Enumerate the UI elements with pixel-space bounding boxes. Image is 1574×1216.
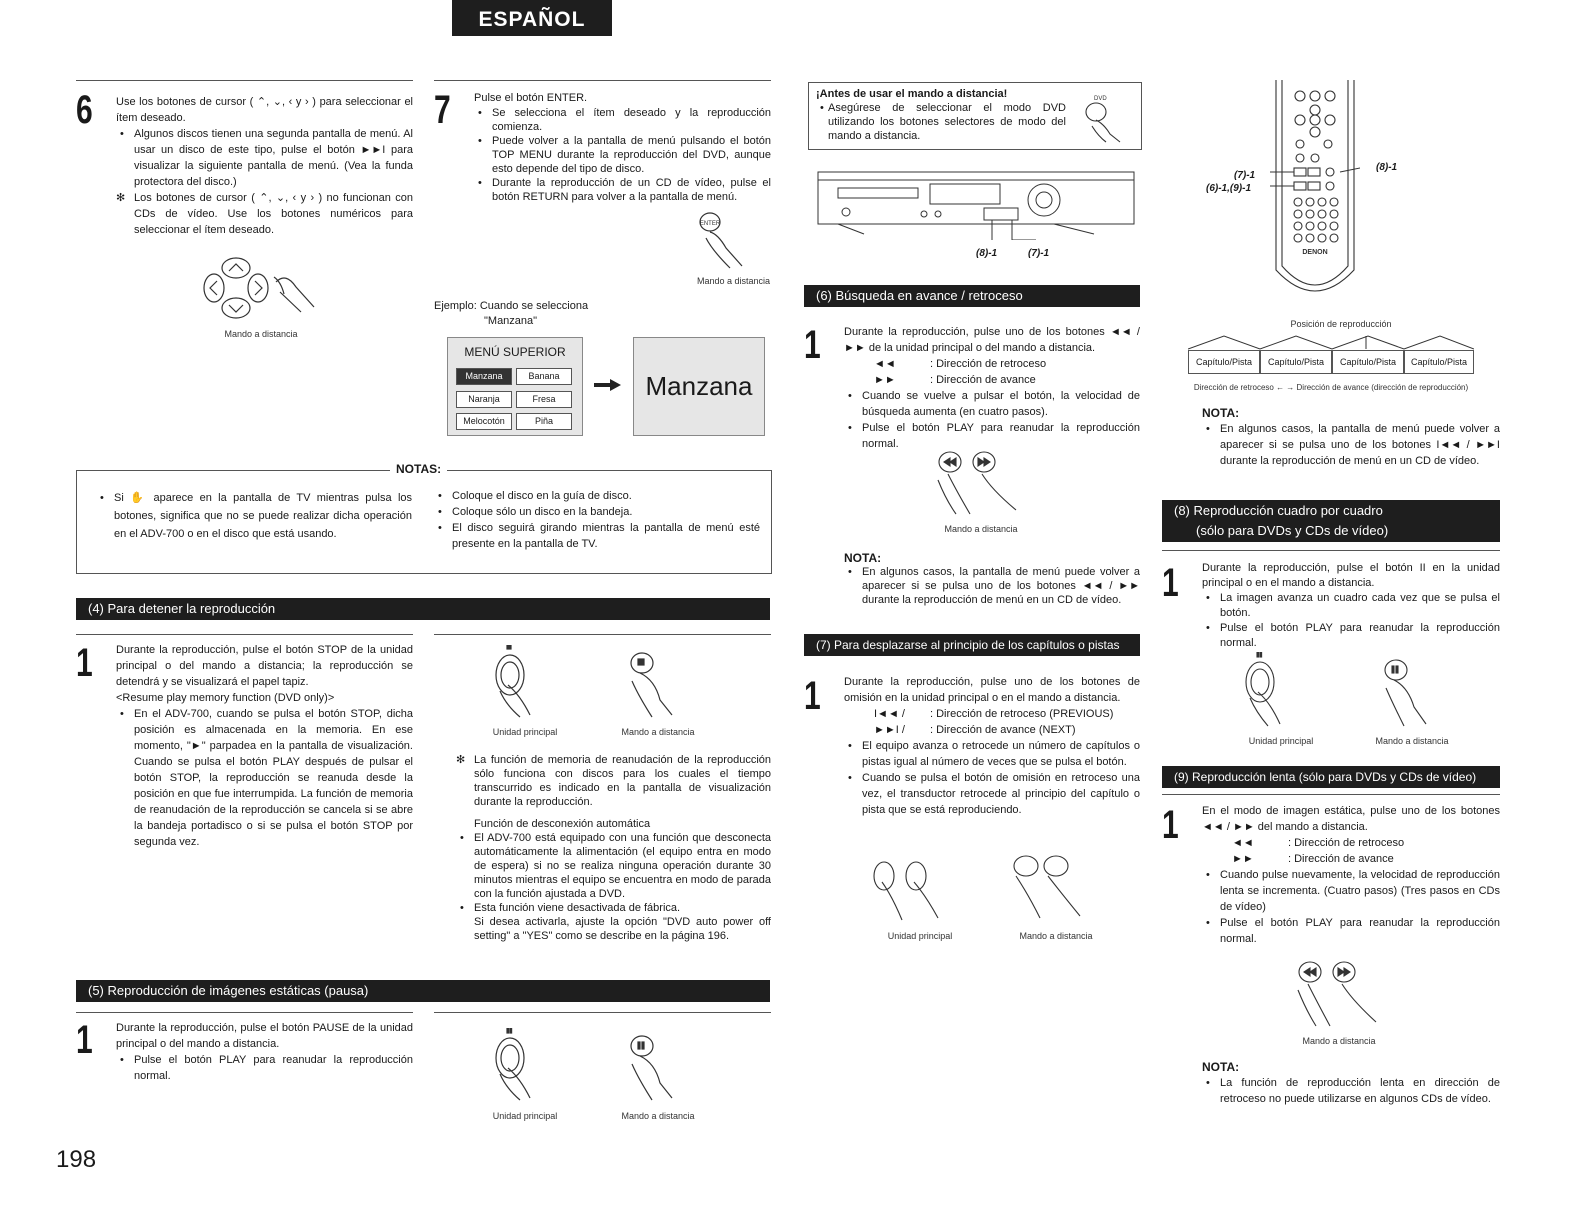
language-tab: ESPAÑOL — [452, 0, 612, 36]
sec4-text — [116, 642, 413, 850]
chapter-nota — [1202, 421, 1500, 469]
enter-label: ENTER — [699, 221, 721, 227]
note-item: • Si ✋ aparece en la pantalla de TV mientras pulsa los botones, significa que no se puede realizar dicha operación en el ADV-700 o en el disco que está usando. — [96, 489, 412, 543]
note-item: • El disco seguirá girando mientras la pantalla de menú esté presente en la pantalla de TV. — [434, 520, 760, 552]
sec6-bullet: • Pulse el botón PLAY para reanudar la reproducción normal. — [844, 420, 1140, 452]
caption: Mando a distancia — [621, 1111, 695, 1121]
sec8-text — [1202, 561, 1500, 651]
remote-label: (8)-1 — [1376, 162, 1398, 173]
sec4-bullet: • En el ADV-700, cuando se pulsa el botón STOP, dicha posición es almacenada en la memoria. En ese momento, "►" parpadea en la pantalla de visualización. Cuando se pulsa el botón PLAY después de pulsar el botón STOP, la reproducción se reanuda desde la posición en que fue interrumpida. La función de memoria de reanudación de la reproducción se cancela si se abre la bandeja portadisco o si se pulsa el botón STOP por segunda vez. — [116, 706, 413, 850]
section-header: (5) Reproducción de imágenes estáticas (pausa) — [76, 980, 770, 1002]
sec5-intro: Durante la reproducción, pulse el botón PAUSE de la unidad principal o del mando a distancia. — [116, 1022, 413, 1050]
divider — [76, 80, 413, 81]
step-number: 1 — [76, 1018, 93, 1062]
caption: Mando a distancia — [621, 727, 695, 737]
slow-buttons-illustration — [1284, 960, 1394, 1030]
sec6-bullet: • Cuando se vuelve a pulsar el botón, la velocidad de búsqueda aumenta (en cuatro pasos). — [844, 388, 1140, 420]
step7-intro: Pulse el botón ENTER. — [474, 92, 588, 104]
rev-text: : Dirección de retroceso — [930, 358, 1047, 370]
main-unit-front-panel — [814, 168, 1138, 240]
sec8-bullet: • Pulse el botón PLAY para reanudar la reproducción normal. — [1202, 621, 1500, 651]
section-header-line: (sólo para DVDs y CDs de vídeo) — [1196, 523, 1389, 538]
divider — [1162, 794, 1500, 795]
section-header: (9) Reproducción lenta (sólo para DVDs y CDs de vídeo) — [1162, 766, 1500, 788]
step-number: 1 — [804, 674, 821, 718]
auto-off-item: Si desea activarla, ajuste la opción "DVD auto power off setting" a "YES" como se describe en la página 196. — [474, 916, 771, 942]
menu-item: Piña — [516, 413, 572, 430]
remote-brand: DENON — [1302, 249, 1328, 256]
dvd-mode-button-illustration — [1078, 90, 1134, 144]
divider — [434, 80, 771, 81]
fwd-symbol: ►► — [1232, 853, 1254, 865]
step6-text — [116, 94, 413, 238]
section-header: (4) Para detener la reproducción — [76, 598, 770, 620]
menu-item: Naranja — [456, 391, 512, 408]
sec9-bullet: • Cuando pulse nuevamente, la velocidad de reproducción lenta se incrementa. (Cuatro pasos) (Tres pasos en CDs de vídeo) — [1202, 867, 1500, 915]
sec5-text — [116, 1020, 413, 1084]
notes-right — [434, 488, 760, 552]
stop-button-illustration — [480, 645, 700, 720]
before-using-title: ¡Antes de usar el mando a distancia! — [816, 88, 1008, 100]
pause-button-illustration — [480, 1028, 700, 1103]
sec4-resume-title: <Resume play memory function (DVD only)> — [116, 692, 335, 704]
caption: Mando a distancia — [1019, 931, 1093, 941]
prev-symbol: I◄◄ / — [874, 708, 905, 720]
caption: Unidad principal — [492, 1111, 558, 1121]
sec8-bullet: • La imagen avanza un cuadro cada vez que se pulsa el botón. — [1202, 591, 1500, 621]
step-number: 1 — [804, 323, 821, 367]
nota-item: • En algunos casos, la pantalla de menú puede volver a aparecer si se pulsa uno de los botones I◄◄ / ►►I durante la reproducción de menú en un CD de vídeo. — [1202, 421, 1500, 469]
search-buttons-illustration — [926, 450, 1036, 518]
frame-advance-illustration — [1236, 652, 1446, 728]
nota-item: • La función de reproducción lenta en dirección de retroceso no puede utilizarse en algunos CDs de vídeo. — [1202, 1075, 1500, 1107]
chapter-cell: Capítulo/Pista — [1260, 350, 1332, 374]
caption: Mando a distancia — [1302, 1036, 1376, 1046]
sec7-text — [844, 674, 1140, 818]
auto-off-title: Función de desconexión automática — [474, 818, 651, 830]
caption: Mando a distancia — [944, 524, 1018, 534]
chapter-cell: Capítulo/Pista — [1332, 350, 1404, 374]
step-number: 6 — [76, 88, 93, 132]
chapter-connectors — [1188, 334, 1474, 350]
before-using-text — [816, 87, 1066, 143]
step6-star-note: ✻ Los botones de cursor ( ⌃, ⌄, ‹ y › ) no funcionan con CDs de vídeo. Use los botones numéricos para seleccionar el ítem deseado. — [116, 190, 413, 238]
divider — [434, 634, 771, 635]
menu-item: Fresa — [516, 391, 572, 408]
chapter-strip — [1188, 350, 1474, 374]
prev-text: : Dirección de retroceso (PREVIOUS) — [930, 708, 1114, 720]
fwd-text: : Dirección de avance — [1288, 853, 1394, 865]
sec7-bullet: • Cuando se pulsa el botón de omisión en retroceso una vez, el transductor retrocede al principio del capítulo o pista que se está reproduciendo. — [844, 770, 1140, 818]
menu-item: Manzana — [456, 368, 512, 385]
rev-text: : Dirección de retroceso — [1288, 837, 1405, 849]
sec8-intro: Durante la reproducción, pulse el botón II en la unidad principal o en el mando a distancia. — [1202, 562, 1500, 589]
nota-title: NOTA: — [844, 551, 882, 565]
note-item: • Coloque el disco en la guía de disco. — [434, 488, 760, 504]
sec6-intro: Durante la reproducción, pulse uno de los botones ◄◄ / ►► de la unidad principal o del mando a distancia. — [844, 326, 1140, 354]
step7-text — [474, 90, 771, 204]
caption: Mando a distancia — [224, 329, 298, 339]
step7-bullet: • Durante la reproducción de un CD de vídeo, pulse el botón RETURN para volver a la pantalla de menú. — [474, 176, 771, 204]
example-label — [434, 299, 674, 329]
caption: Mando a distancia — [696, 276, 770, 286]
chapter-cell: Capítulo/Pista — [1404, 350, 1474, 374]
step6-bullet: • Algunos discos tienen una segunda pantalla de menú. Al usar un disco de este tipo, pulse el botón ►►I para visualizar la siguiente pantalla de menú. (Vea la funda protectora del disco.) — [116, 126, 413, 190]
menu-item: Banana — [516, 368, 572, 385]
step7-bullet: • Se selecciona el ítem deseado y la reproducción comienza. — [474, 106, 771, 134]
rev-symbol: ◄◄ — [874, 358, 896, 370]
menu-title: MENÚ SUPERIOR — [464, 345, 566, 359]
section-header: (6) Búsqueda en avance / retroceso — [804, 285, 1140, 307]
sec5-bullet: • Pulse el botón PLAY para reanudar la reproducción normal. — [116, 1052, 413, 1084]
chapter-cell: Capítulo/Pista — [1188, 350, 1260, 374]
notes-left — [96, 489, 412, 543]
sec6-text — [844, 324, 1140, 452]
divider — [1162, 550, 1500, 551]
example-line2: "Manzana" — [484, 315, 538, 327]
divider — [434, 1012, 771, 1013]
note-item: • Coloque sólo un disco en la bandeja. — [434, 504, 760, 520]
sec9-nota — [1202, 1075, 1500, 1107]
rev-symbol: ◄◄ — [1232, 837, 1254, 849]
playback-position-label: Posición de reproducción — [1290, 319, 1392, 329]
step7-bullet: • Puede volver a la pantalla de menú pulsando el botón TOP MENU durante la reproducción del DVD, aunque esto depende del tipo de disco. — [474, 134, 771, 176]
caption: Unidad principal — [1248, 736, 1314, 746]
notes-title: NOTAS: — [390, 462, 447, 476]
sec9-text — [1202, 803, 1500, 947]
auto-off-item: • Esta función viene desactivada de fábrica. — [456, 901, 771, 915]
skip-buttons-illustration — [866, 846, 1106, 926]
nota-item: • En algunos casos, la pantalla de menú puede volver a aparecer si se pulsa uno de los botones ◄◄ / ►► durante la reproducción de menú en un CD de vídeo. — [844, 565, 1140, 607]
example-line1: Ejemplo: Cuando se selecciona — [434, 300, 589, 312]
section-header-box — [1162, 500, 1500, 542]
divider — [76, 634, 413, 635]
sec4-right-text — [456, 753, 771, 943]
nota-title: NOTA: — [1202, 1060, 1240, 1074]
result-screen: Manzana — [633, 337, 765, 436]
before-using-bullet: • Asegúrese de seleccionar el modo DVD utilizando los botones selectores de modo del mando a distancia. — [816, 101, 1066, 143]
fwd-symbol: ►► — [874, 374, 896, 386]
sec9-intro: En el modo de imagen estática, pulse uno de los botones ◄◄ / ►► del mando a distancia. — [1202, 805, 1500, 833]
menu-item: Melocotón — [456, 413, 512, 430]
sec4-intro: Durante la reproducción, pulse el botón STOP de la unidad principal o del mando a distancia; la reproducción se detendrá y se visualizará el papel tapiz. — [116, 644, 413, 688]
page-number: 198 — [56, 1146, 97, 1173]
sec7-intro: Durante la reproducción, pulse uno de los botones de omisión en la unidad principal o en el mando a distancia. — [844, 676, 1140, 704]
enter-button-illustration — [690, 210, 760, 270]
section-header: (7) Para desplazarse al principio de los capítulos o pistas — [804, 634, 1140, 656]
cursor-buttons-illustration — [196, 252, 326, 327]
remote-control-illustration — [1270, 80, 1360, 302]
sec9-bullet: • Pulse el botón PLAY para reanudar la reproducción normal. — [1202, 915, 1500, 947]
unit-label: (8)-1 — [976, 248, 998, 259]
dvd-label: DVD — [1094, 96, 1107, 102]
sec6-nota — [844, 565, 1140, 607]
nota-title: NOTA: — [1202, 406, 1240, 420]
next-symbol: ►►I / — [874, 724, 905, 736]
caption: Unidad principal — [887, 931, 953, 941]
arrow-right-icon — [594, 378, 622, 392]
auto-off-item: • El ADV-700 está equipado con una función que desconecta automáticamente la alimentación (el equipo entra en modo de espera) si no se realiza ninguna operación durante 30 minutos mientras el equipo se encuentra en modo de parada con la función ajustada a DVD. — [456, 831, 771, 901]
caption: Mando a distancia — [1375, 736, 1449, 746]
sec7-bullet: • El equipo avanza o retrocede un número de capítulos o pistas igual al número de veces que se pulsa el botón. — [844, 738, 1140, 770]
step-number: 7 — [434, 88, 451, 132]
remote-label: (7)-1 — [1234, 170, 1256, 181]
step6-intro: Use los botones de cursor ( ⌃, ⌄, ‹ y › ) para seleccionar el ítem deseado. — [116, 96, 413, 124]
direction-legend: Dirección de retroceso ← → Dirección de avance (dirección de reproducción) — [1193, 383, 1469, 392]
step-number: 1 — [76, 641, 93, 685]
remote-label: (6)-1,(9)-1 — [1206, 183, 1252, 194]
step-number: 1 — [1162, 561, 1179, 605]
step-number: 1 — [1162, 803, 1179, 847]
sec4-star-note: ✻ La función de memoria de reanudación de la reproducción sólo funciona con discos para los cuales el tiempo transcurrido es indicado en la pantalla de visualización durante la reproducción. — [456, 753, 771, 809]
unit-label: (7)-1 — [1028, 248, 1050, 259]
fwd-text: : Dirección de avance — [930, 374, 1036, 386]
caption: Unidad principal — [492, 727, 558, 737]
section-header-line: (8) Reproducción cuadro por cuadro — [1174, 503, 1383, 518]
next-text: : Dirección de avance (NEXT) — [930, 724, 1076, 736]
top-menu-screen — [447, 337, 583, 436]
divider — [76, 1012, 413, 1013]
